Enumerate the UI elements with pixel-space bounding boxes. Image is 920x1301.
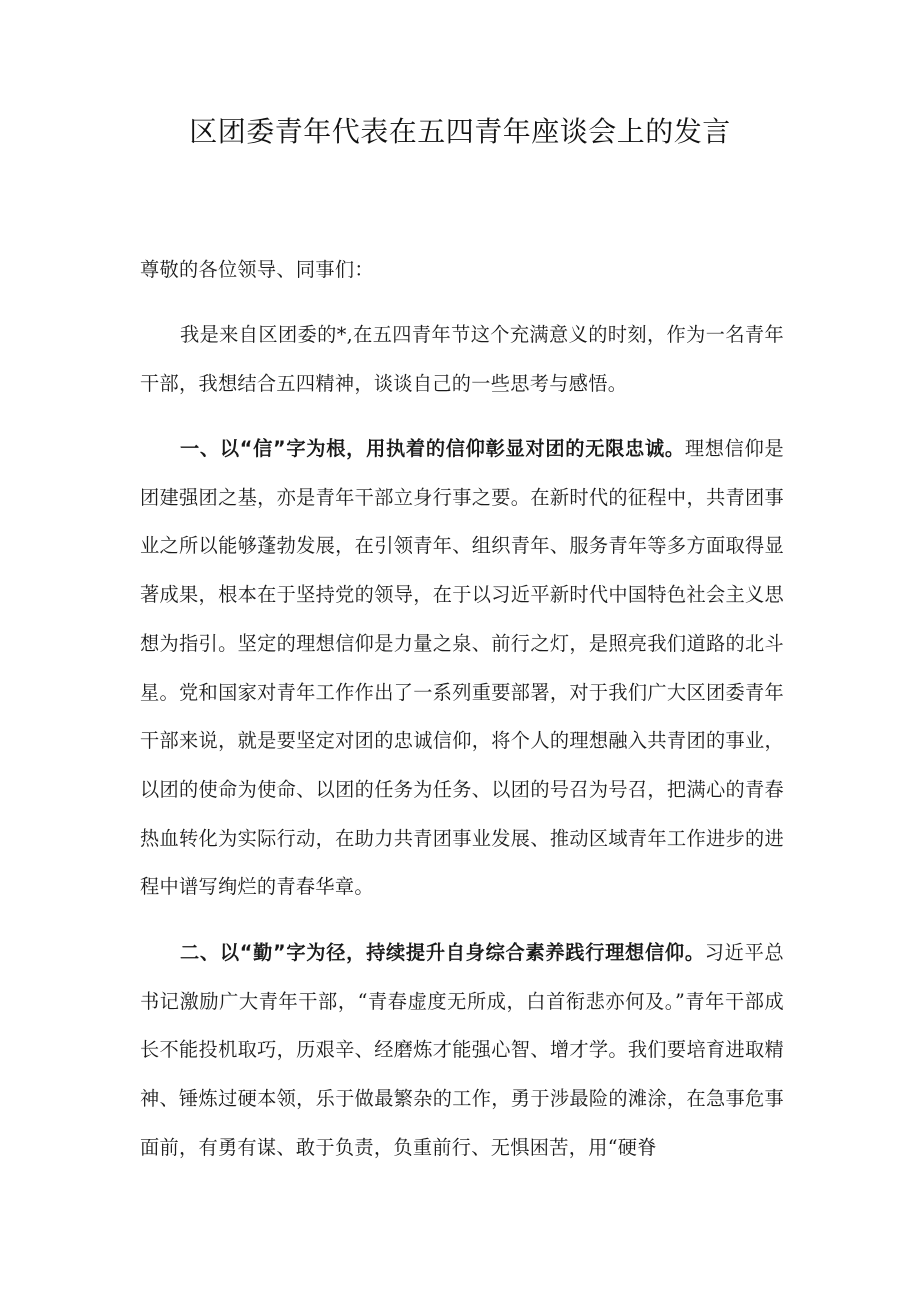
section-two-paragraph xyxy=(140,929,784,1173)
intro-paragraph: 我是来自区团委的*,在五四青年节这个充满意义的时刻，作为一名青年干部，我想结合五四精神，谈谈自己的一些思考与感悟。 xyxy=(140,323,784,395)
section-two-heading: 二、以“勤”字为径，持续提升自身综合素养践行理想信仰。 xyxy=(180,941,705,964)
section-one-heading: 一、以“信”字为根，用执着的信仰彰显对团的无限忠诚。 xyxy=(180,437,685,460)
page-title: 区团委青年代表在五四青年座谈会上的发言 xyxy=(189,115,731,148)
salutation: 尊敬的各位领导、同事们： xyxy=(140,258,374,281)
section-two-text: 习近平总书记激励广大青年干部，“青春虚度无所成，白首衔悲亦何及。”青年干部成长不能投机取巧，历艰辛、经磨炼才能强心智、增才学。我们要培育进取精神、锤炼过硬本领，乐于做最繁杂的工作，勇于涉最险的滩涂，在急事危事面前，有勇有谋、敢于负责，负重前行、无惧困苦，用“硬脊 xyxy=(140,941,785,1159)
section-one-text: 理想信仰是团建强团之基，亦是青年干部立身行事之要。在新时代的征程中，共青团事业之所以能够蓬勃发展，在引领青年、组织青年、服务青年等多方面取得显著成果，根本在于坚持党的领导，在于以习近平新时代中国特色社会主义思想为指引。坚定的理想信仰是力量之泉、前行之灯，是照亮我们道路的北斗星。党和国家对青年工作作出了一系列重要部署，对于我们广大区团委青年干部来说，就是要坚定对团的忠诚信仰，将个人的理想融入共青团的事业，以团的使命为使命、以团的任务为任务、以团的号召为号召，把满心的青春热血转化为实际行动，在助力共青团事业发展、推动区域青年工作进步的进程中谱写绚烂的青春华章。 xyxy=(140,437,785,899)
section-one-paragraph xyxy=(140,425,784,912)
